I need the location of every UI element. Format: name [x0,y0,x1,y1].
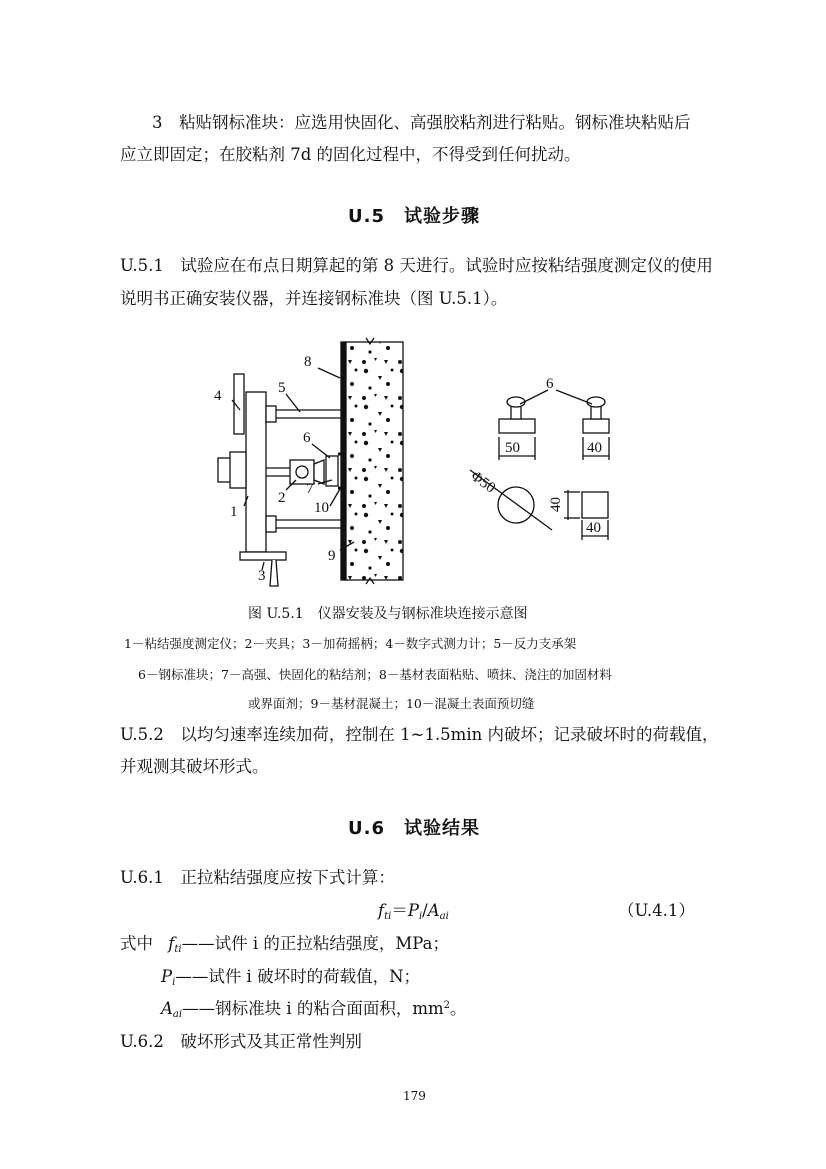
figure-legend-line2: 6－钢标准块；7－高强、快固化的粘结剂；8－基材表面粘贴、喷抹、浇注的加固材料 [138,667,612,682]
dim-40v: 40 [548,497,564,512]
para-u52-line1: U.5.2 以均匀速率连续加荷，控制在 1~1.5min 内破坏；记录破坏时的荷载值， [120,725,719,744]
formula-f-sub: ti [384,911,392,922]
equation-number: （U.4.1） [618,901,695,920]
where-line2 [161,969,420,988]
dim-40a: 40 [587,440,602,456]
formula-a-sub: ai [439,911,449,922]
def3-sub: ai [172,1009,183,1020]
def3-sup: 2 [443,1000,451,1011]
fig-label-9: 9 [328,548,336,564]
fig-label-3: 3 [258,568,266,584]
def2-sub: i [172,977,176,988]
para-u51-line1: U.5.1 试验应在布点日期算起的第 8 天进行。试验时应按粘结强度测定仪的使用 [120,256,713,275]
def3-symbol: A [161,999,173,1018]
section-u5-title: U.5 试验步骤 [348,206,480,227]
fig-label-6: 6 [303,430,311,446]
fig-label-4: 4 [214,388,222,404]
dim-phi50: Φ50 [467,468,499,497]
def3-end: 。 [450,999,467,1018]
figure-legend-line3: 或界面剂；9－基材混凝土；10－混凝土表面预切缝 [248,696,535,711]
dim-50: 50 [505,440,520,456]
dim-40b: 40 [586,520,601,536]
para-u51-line2: 说明书正确安装仪器，并连接钢标准块（图 U.5.1）。 [120,289,508,308]
def2-symbol: P [161,967,173,986]
def3-text: ——钢标准块 i 的粘合面面积，mm [182,999,444,1018]
figure-u51 [0,330,826,595]
formula-slash: / [422,901,428,920]
formula-f: f [378,901,385,920]
para-u43-line1: 3 粘贴钢标准块：应选用快固化、高强胶粘剂进行粘贴。钢标准块粘贴后 [152,113,691,132]
formula-a: A [427,901,440,920]
where-label: 式中 [120,934,153,953]
fig-label-1: 1 [230,504,238,520]
para-u62: U.6.2 破坏形式及其正常性判别 [120,1032,362,1051]
page-number: 179 [403,1089,426,1103]
fig-label-5: 5 [278,380,286,396]
para-u52-line2: 并观测其破坏形式。 [120,757,269,776]
fig-label-2: 2 [278,490,286,506]
where-line1 [120,936,449,955]
formula [378,903,449,922]
para-u43-line2: 应立即固定；在胶粘剂 7d 的固化过程中，不得受到任何扰动。 [120,145,581,164]
para-u61: U.6.1 正拉粘结强度应按下式计算： [120,868,395,887]
where-line3 [161,1001,467,1020]
def1-sub: ti [174,944,182,955]
fig-label-10: 10 [314,500,329,516]
def1-symbol: f [168,934,175,953]
def2-text: ——试件 i 破坏时的荷载值，N； [175,967,421,986]
formula-p: P [407,901,419,920]
fig-label-8: 8 [304,354,312,370]
formula-p-sub: i [418,911,423,922]
formula-eq: ＝ [391,901,408,920]
def1-text: ——试件 i 的正拉粘结强度，MPa； [181,934,449,953]
figure-legend-line1: 1－粘结强度测定仪；2－夹具；3－加荷摇柄；4－数字式测力计；5－反力支承架 [124,636,577,651]
fig-label-7: 7 [306,481,314,497]
section-u6-title: U.6 试验结果 [348,818,480,839]
figure-caption: 图 U.5.1 仪器安装及与钢标准块连接示意图 [248,606,528,622]
fig-label-6b: 6 [546,376,554,392]
